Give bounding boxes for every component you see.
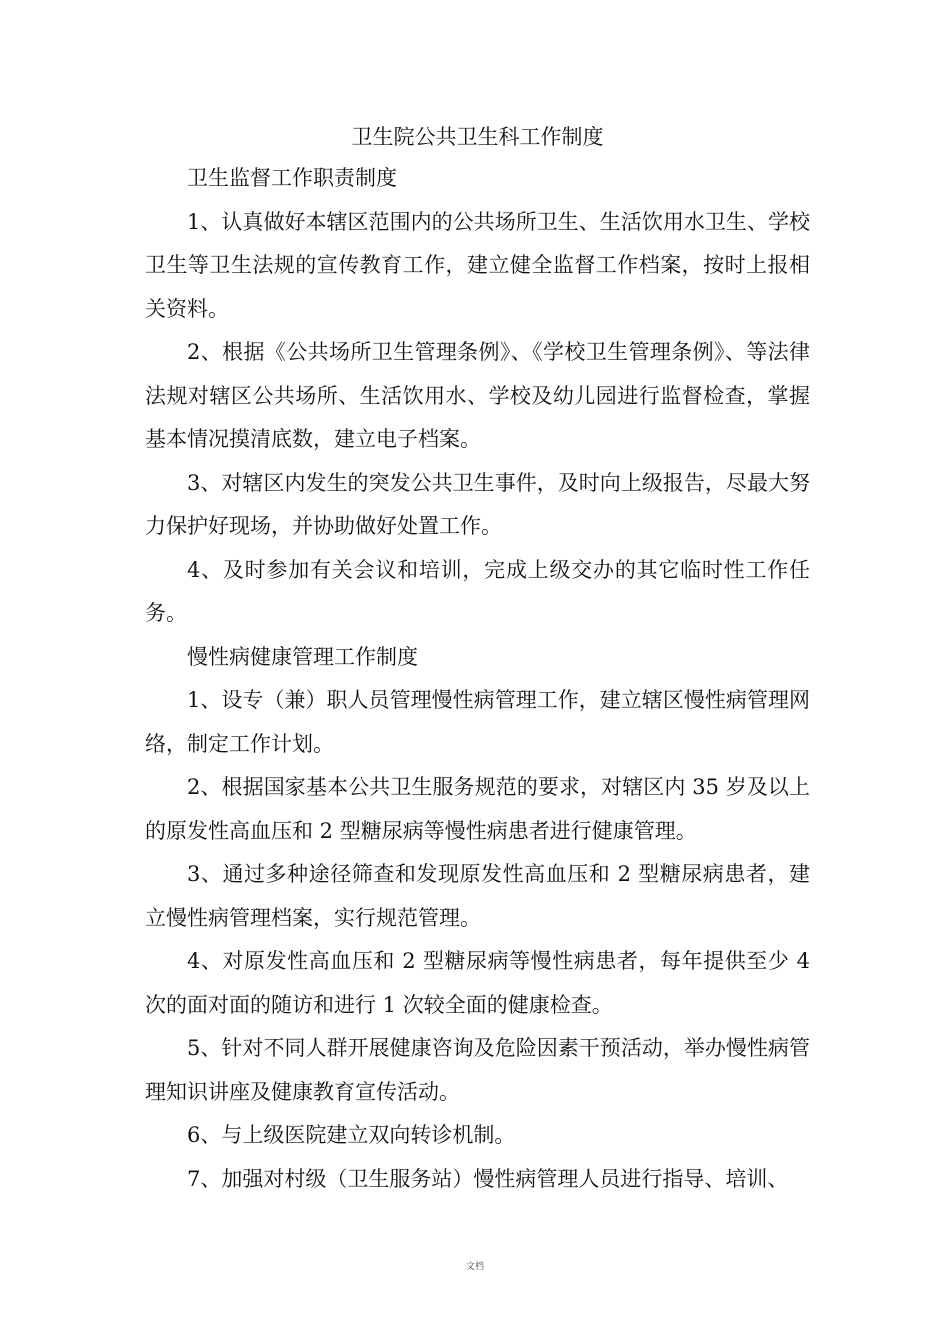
section-chronic-disease	[145, 636, 810, 1202]
section-heading: 卫生监督工作职责制度	[187, 166, 397, 190]
paragraph: 2、根据《公共场所卫生管理条例》、《学校卫生管理条例》、等法律法规对辖区公共场所、生活饮用水、学校及幼儿园进行监督检查，掌握基本情况摸清底数，建立电子档案。	[145, 340, 810, 451]
paragraph: 3、通过多种途径筛查和发现原发性高血压和 2 型糖尿病患者，建立慢性病管理档案，实行规范管理。	[145, 862, 810, 930]
paragraph: 6、与上级医院建立双向转诊机制。	[187, 1123, 516, 1147]
document-title: 卫生院公共卫生科工作制度	[351, 125, 604, 149]
paragraph: 7、加强对村级（卫生服务站）慢性病管理人员进行指导、培训、	[187, 1166, 789, 1191]
paragraph: 2、根据国家基本公共卫生服务规范的要求，对辖区内 35 岁及以上的原发性高血压和 2 型糖尿病等慢性病患者进行健康管理。	[145, 775, 810, 843]
page-footer: 文档	[465, 1262, 484, 1272]
paragraph: 5、针对不同人群开展健康咨询及危险因素干预活动，举办慢性病管理知识讲座及健康教育宣传活动。	[145, 1036, 810, 1104]
paragraph: 3、对辖区内发生的突发公共卫生事件，及时向上级报告，尽最大努力保护好现场，并协助做好处置工作。	[145, 470, 810, 538]
paragraph: 1、认真做好本辖区范围内的公共场所卫生、生活饮用水卫生、学校卫生等卫生法规的宣传教育工作，建立健全监督工作档案，按时上报相关资料。	[145, 209, 810, 321]
paragraph: 4、对原发性高血压和 2 型糖尿病等慢性病患者，每年提供至少 4 次的面对面的随访和进行 1 次较全面的健康检查。	[145, 949, 810, 1017]
section-health-supervision	[145, 157, 810, 636]
paragraph: 4、及时参加有关会议和培训，完成上级交办的其它临时性工作任务。	[145, 557, 810, 625]
document-body	[145, 117, 810, 1201]
paragraph: 1、设专（兼）职人员管理慢性病管理工作，建立辖区慢性病管理网络，制定工作计划。	[145, 688, 810, 756]
section-heading: 慢性病健康管理工作制度	[187, 644, 418, 669]
